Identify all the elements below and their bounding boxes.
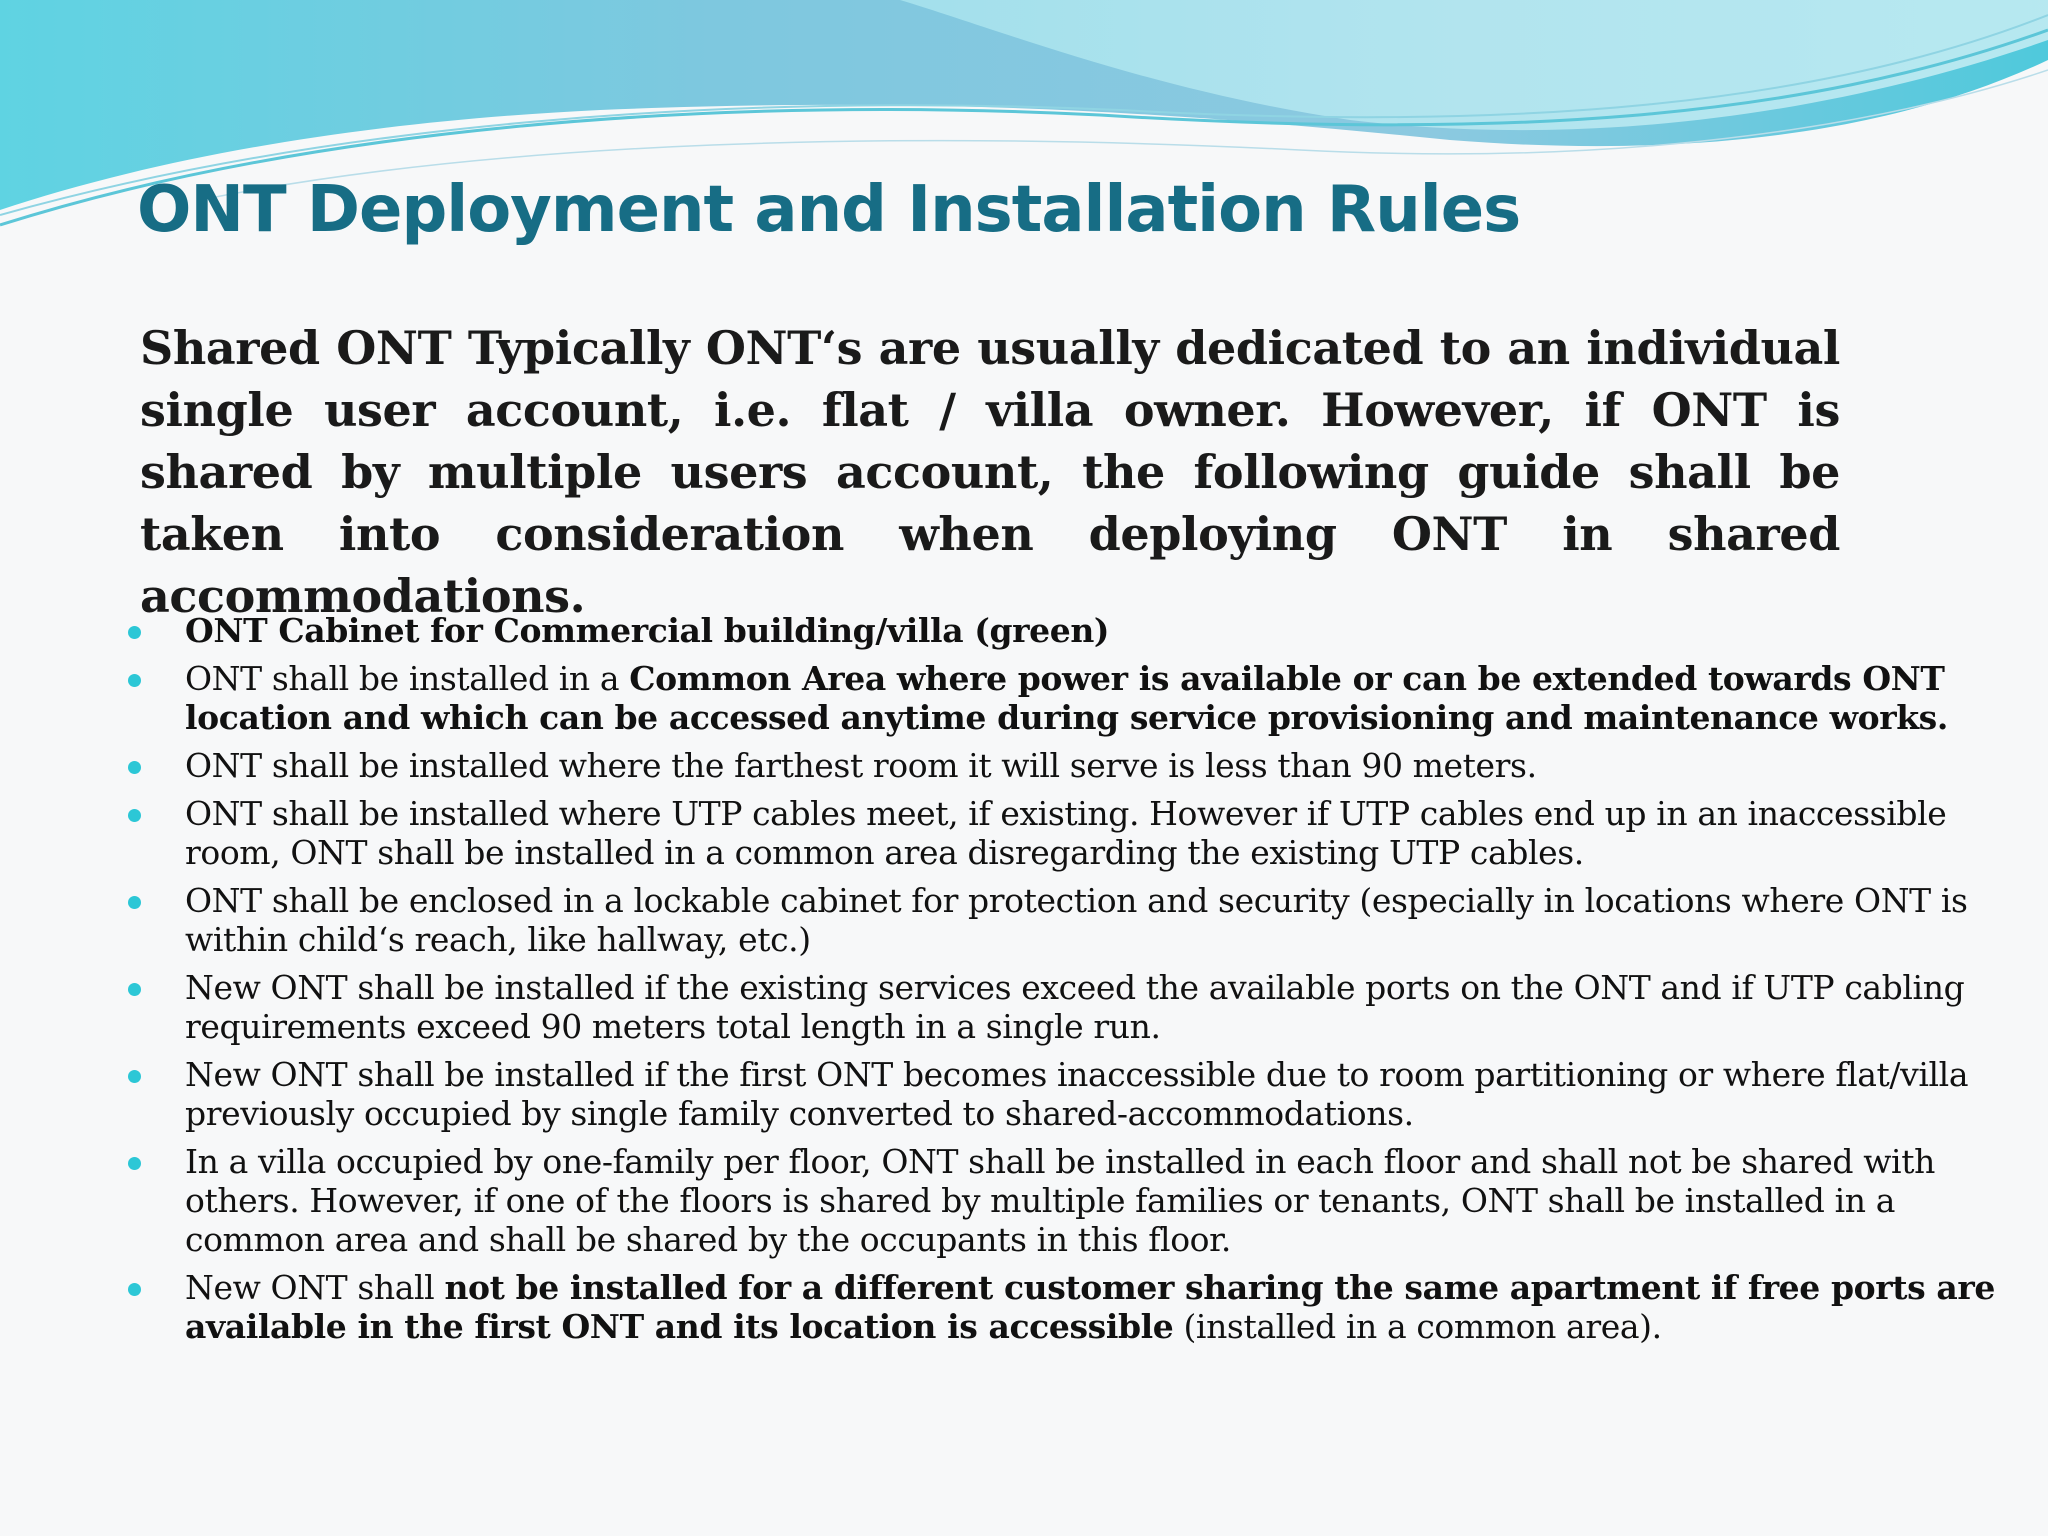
bullet-icon (128, 1070, 141, 1083)
rule-item: New ONT shall be installed if the first ONT becomes inaccessible due to room partitioning or where flat/villa previously occupied by single family converted to shared-accommodations. (128, 1055, 2028, 1133)
rule-item: ONT shall be installed where UTP cables meet, if existing. However if UTP cables end up in an inaccessible room, ONT shall be installed in a common area disregarding the existing UTP cables. (128, 794, 2028, 872)
bullet-icon (128, 761, 141, 774)
intro-paragraph: Shared ONT Typically ONT‘s are usually dedicated to an individual single user account, i.e. flat / villa owner. However, if ONT is shared by multiple users account, the following guide shall be taken into consideration when deploying ONT in shared accommodations. (140, 321, 1840, 623)
rule-item: ONT shall be installed in a Common Area where power is available or can be extended towards ONT location and which can be accessed anytime during service provisioning and maintenance works. (128, 659, 2028, 737)
rule-item: ONT shall be installed where the farthest room it will serve is less than 90 meters. (128, 746, 2028, 785)
rule-item: New ONT shall not be installed for a different customer sharing the same apartment if free ports are available in the first ONT and its location is accessible (installed in a common area). (128, 1268, 2028, 1346)
bullet-icon (128, 1283, 141, 1296)
bullet-icon (128, 674, 141, 687)
bullet-icon (128, 983, 141, 996)
rule-item: ONT Cabinet for Commercial building/villa (green) (128, 611, 2028, 650)
rule-item: ONT shall be enclosed in a lockable cabinet for protection and security (especially in locations where ONT is within child‘s reach, like hallway, etc.) (128, 881, 2028, 959)
bullet-icon (128, 809, 141, 822)
rule-item: New ONT shall be installed if the existing services exceed the available ports on the ONT and if UTP cabling requirements exceed 90 meters total length in a single run. (128, 968, 2028, 1046)
bullet-icon (128, 1157, 141, 1170)
bullet-icon (128, 896, 141, 909)
bullet-icon (128, 626, 141, 639)
rule-item: In a villa occupied by one-family per floor, ONT shall be installed in each floor and shall not be shared with others. However, if one of the floors is shared by multiple families or tenants, ONT shall be installed in a common area and shall be shared by the occupants in this floor. (128, 1142, 2028, 1259)
slide-title: ONT Deployment and Installation Rules (137, 173, 1521, 247)
rules-list (128, 611, 2028, 1355)
